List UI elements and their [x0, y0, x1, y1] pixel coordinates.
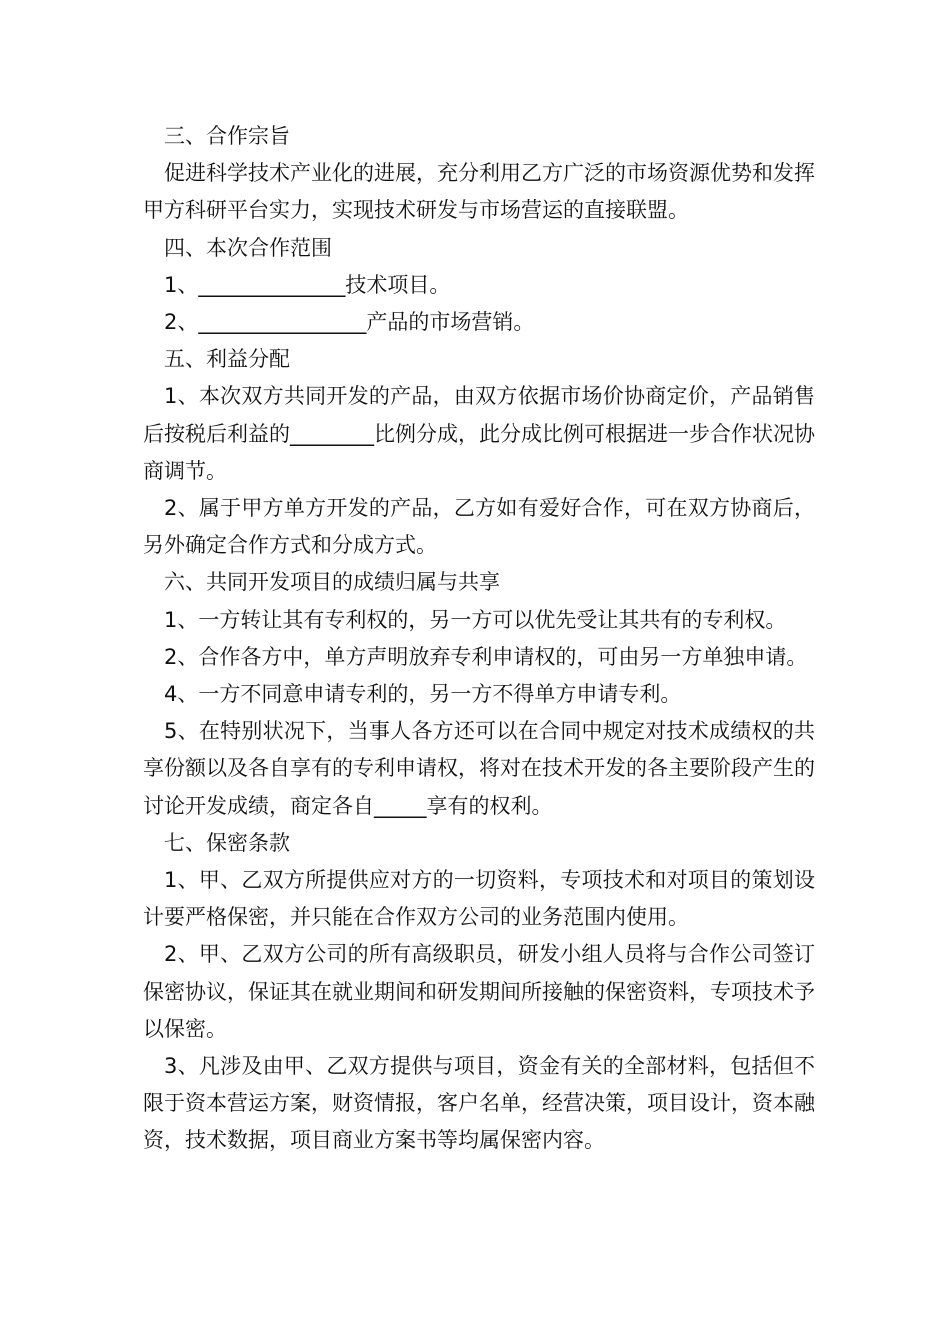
profit-item-2: 2、属于甲方单方开发的产品，乙方如有爱好合作，可在双方协商后，另外确定合作方式和分成方式。 [143, 496, 815, 558]
purpose-paragraph: 促进科学技术产业化的进展，充分利用乙方广泛的市场资源优势和发挥甲方科研平台实力，实现技术研发与市场营运的直接联盟。 [143, 161, 815, 223]
ownership-item-5: 5、在特别状况下，当事人各方还可以在合同中规定对技术成绩权的共享份额以及各自享有的专利申请权，将对在技术开发的各主要阶段产生的讨论开发成绩，商定各自_____享有的权利。 [143, 719, 815, 818]
section-heading-profit: 五、利益分配 [164, 347, 290, 372]
section-heading-purpose: 三、合作宗旨 [164, 124, 290, 148]
scope-item-1: 1、______________技术项目。 [164, 272, 451, 297]
ownership-item-2: 2、合作各方中，单方声明放弃专利申请权的，可由另一方单独申请。 [164, 644, 808, 669]
section-heading-confidentiality: 七、保密条款 [164, 830, 290, 855]
scope-item-2: 2、________________产品的市场营销。 [164, 310, 535, 335]
confidentiality-item-1: 1、甲、乙双方所提供应对方的一切资料，专项技术和对项目的策划设计要严格保密，并只能在合作双方公司的业务范围内使用。 [143, 868, 815, 930]
confidentiality-item-2: 2、甲、乙双方公司的所有高级职员，研发小组人员将与合作公司签订保密协议，保证其在就业期间和研发期间所接触的保密资料，专项技术予以保密。 [143, 942, 815, 1041]
confidentiality-item-3: 3、凡涉及由甲、乙双方提供与项目，资金有关的全部材料，包括但不限于资本营运方案，财资情报，客户名单，经营决策，项目设计，资本融资，技术数据，项目商业方案书等均属保密内容。 [143, 1054, 815, 1153]
document-page [143, 118, 815, 1160]
ownership-item-4: 4、一方不同意申请专利的，另一方不得单方申请专利。 [164, 682, 682, 707]
profit-item-1: 1、本次双方共同开发的产品，由双方依据市场价协商定价，产品销售后按税后利益的________比例分成，此分成比例可根据进一步合作状况协商调节。 [143, 384, 815, 483]
section-heading-ownership: 六、共同开发项目的成绩归属与共享 [164, 570, 500, 595]
ownership-item-1: 1、一方转让其有专利权的，另一方可以优先受让其共有的专利权。 [164, 607, 787, 632]
section-heading-scope: 四、本次合作范围 [164, 235, 332, 260]
